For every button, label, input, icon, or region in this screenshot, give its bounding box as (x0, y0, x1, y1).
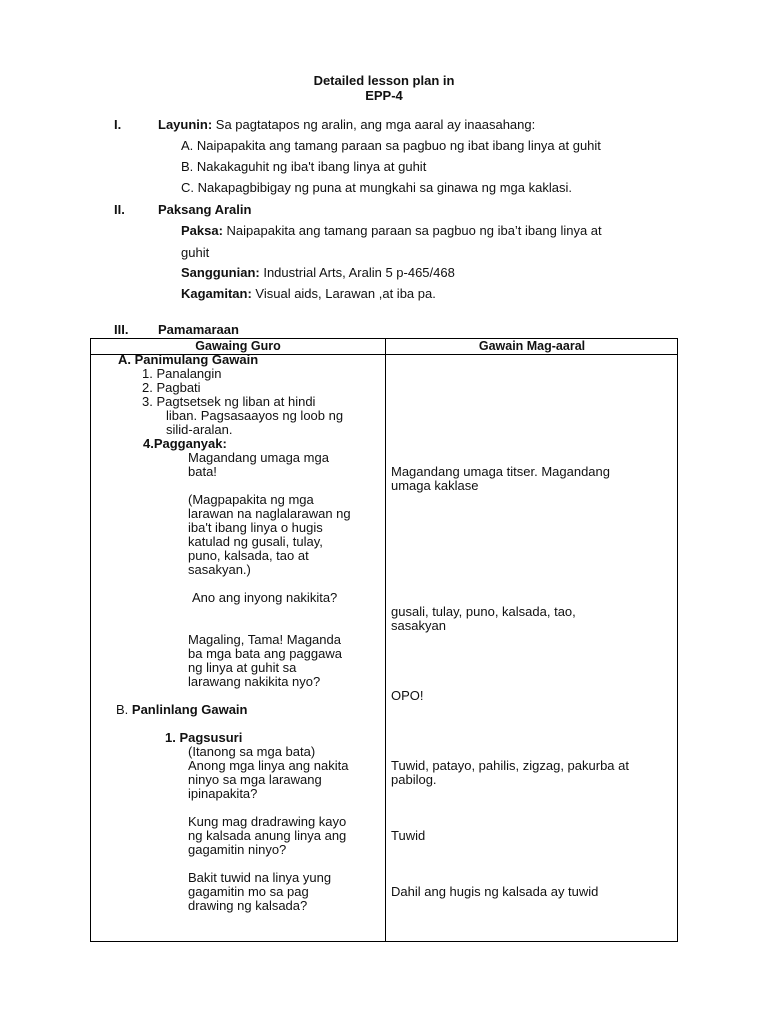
teacher-show-line6: sasakyan.) (188, 562, 251, 577)
teacher-show-line4: katulad ng gusali, tulay, (188, 534, 323, 549)
sanggunian-label: Sanggunian: (181, 265, 260, 280)
sanggunian-line (181, 265, 455, 280)
document-title-line2: EPP-4 (365, 88, 403, 103)
student-response-5: Tuwid (391, 828, 426, 843)
teacher-a2: 2. Pagbati (142, 380, 201, 395)
teacher-greet-line2: bata! (188, 464, 217, 479)
teacher-q4-line2: gagamitin mo sa pag (188, 884, 309, 899)
teacher-q4-line1: Bakit tuwid na linya yung (188, 870, 332, 885)
section-i-numeral: I. (114, 117, 122, 132)
teacher-show-line2: larawan na naglalarawan ng (188, 506, 351, 521)
student-response-1-line1: Magandang umaga titser. Magandang (391, 464, 610, 479)
teacher-a3-line2: liban. Pagsasaayos ng loob ng (166, 408, 344, 423)
section-b-title: Panlinlang Gawain (128, 702, 248, 717)
kagamitan-label: Kagamitan: (181, 286, 252, 301)
section-iii-numeral: III. (114, 322, 129, 337)
teacher-greet-line1: Magandang umaga mga (188, 450, 329, 465)
teacher-section-a: A. Panimulang Gawain (118, 352, 259, 367)
lesson-table (90, 338, 678, 942)
teacher-q2-line1: Anong mga linya ang nakita (188, 758, 349, 773)
teacher-a3-line1: 3. Pagtsetsek ng liban at hindi (142, 394, 316, 409)
teacher-show-line1: (Magpapakita ng mga (188, 492, 314, 507)
paksa-continuation: guhit (181, 245, 210, 260)
section-ii-numeral: II. (114, 202, 125, 217)
student-response-2-line1: gusali, tulay, puno, kalsada, tao, (391, 604, 576, 619)
teacher-q2-line2: ninyo sa mga larawang (188, 772, 322, 787)
teacher-q4-line3: drawing ng kalsada? (188, 898, 308, 913)
teacher-q2-line3: ipinapakita? (188, 786, 258, 801)
kagamitan-line (181, 286, 436, 301)
teacher-praise-line4: larawang nakikita nyo? (188, 674, 321, 689)
teacher-pagsusuri: 1. Pagsusuri (165, 730, 243, 745)
teacher-praise-line3: ng linya at guhit sa (188, 660, 297, 675)
document-title-line1: Detailed lesson plan in (313, 73, 455, 88)
layunin-line (158, 117, 535, 132)
paksa-label: Paksa: (181, 223, 223, 238)
student-response-2-line2: sasakyan (391, 618, 446, 633)
section-b-letter: B. (116, 702, 129, 717)
pamamaraan-label: Pamamaraan (158, 322, 239, 337)
teacher-show-line3: iba't ibang linya o hugis (188, 520, 323, 535)
sanggunian-text: Industrial Arts, Aralin 5 p-465/468 (259, 265, 455, 280)
teacher-section-b (116, 703, 248, 717)
student-response-4-line2: pabilog. (391, 772, 437, 787)
paksang-aralin-label: Paksang Aralin (158, 202, 252, 217)
teacher-praise-line1: Magaling, Tama! Maganda (188, 632, 341, 647)
table-column-divider (385, 339, 386, 941)
layunin-label: Layunin: (158, 117, 213, 132)
student-response-6: Dahil ang hugis ng kalsada ay tuwid (391, 884, 599, 899)
teacher-itanong: (Itanong sa mga bata) (188, 744, 316, 759)
teacher-a3-line3: silid-aralan. (166, 422, 233, 437)
teacher-pagganyak: 4.Pagganyak: (143, 436, 227, 451)
teacher-a1: 1. Panalangin (142, 366, 222, 381)
teacher-q3-line3: gagamitin ninyo? (188, 842, 287, 857)
layunin-item-b: B. Nakakaguhit ng iba't ibang linya at guhit (181, 159, 427, 174)
table-header-teacher: Gawaing Guro (195, 339, 281, 353)
student-response-3: OPO! (391, 688, 424, 703)
kagamitan-text: Visual aids, Larawan ,at iba pa. (251, 286, 436, 301)
teacher-question-1: Ano ang inyong nakikita? (192, 590, 338, 605)
layunin-text: Sa pagtatapos ng aralin, ang mga aaral ay inaasahang: (212, 117, 536, 132)
paksa-text: Naipapakita ang tamang paraan sa pagbuo ng iba’t ibang linya at (222, 223, 602, 238)
student-response-1-line2: umaga kaklase (391, 478, 479, 493)
teacher-q3-line1: Kung mag dradrawing kayo (188, 814, 347, 829)
teacher-praise-line2: ba mga bata ang paggawa (188, 646, 342, 661)
layunin-item-c: C. Nakapagbibigay ng puna at mungkahi sa ginawa ng mga kaklasi. (181, 180, 572, 195)
teacher-show-line5: puno, kalsada, tao at (188, 548, 309, 563)
student-response-4-line1: Tuwid, patayo, pahilis, zigzag, pakurba at (391, 758, 629, 773)
paksa-line (181, 223, 602, 238)
layunin-item-a: A. Naipapakita ang tamang paraan sa pagbuo ng ibat ibang linya at guhit (181, 138, 601, 153)
teacher-q3-line2: ng kalsada anung linya ang (188, 828, 347, 843)
table-header-student: Gawain Mag-aaral (478, 339, 586, 353)
